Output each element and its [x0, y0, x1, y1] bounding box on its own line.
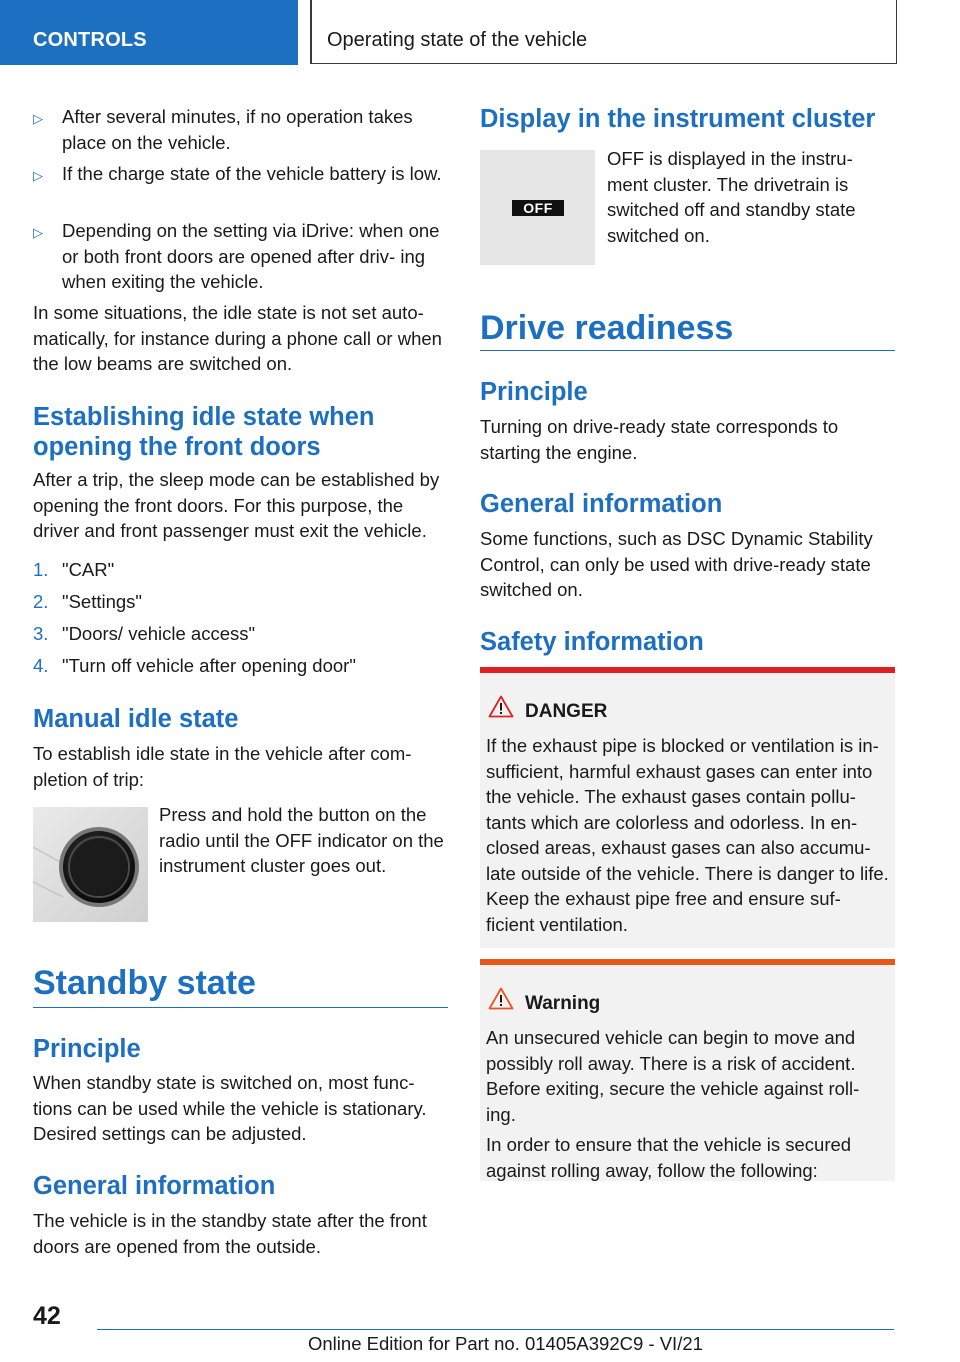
- section-label: CONTROLS: [33, 29, 147, 51]
- warning-title: Warning: [525, 993, 601, 1014]
- paragraph: To establish idle state in the vehicle after com‐ pletion of trip:: [33, 743, 412, 790]
- radio-button-image: [33, 807, 148, 922]
- section-heading: Manual idle state: [33, 705, 239, 733]
- paragraph: The vehicle is in the standby state after the front doors are opened from the outside.: [33, 1210, 427, 1257]
- chapter-heading: Standby state: [33, 964, 256, 1002]
- section-heading: Establishing idle state when opening the front doors: [33, 403, 375, 461]
- paragraph: When standby state is switched on, most func‐ tions can be used while the vehicle is stationary. Desired settings can be adjusted.: [33, 1072, 427, 1144]
- section-heading: General information: [33, 1172, 276, 1200]
- warning-box: [480, 959, 895, 1181]
- edition-text: Online Edition for Part no. 01405A392C9 - VI/21: [308, 1333, 703, 1354]
- paragraph: OFF is displayed in the instru‐ ment cluster. The drivetrain is switched off and standby state switched on.: [607, 148, 856, 246]
- heading-rule: [33, 1007, 448, 1008]
- paragraph: Some functions, such as DSC Dynamic Stability Control, can only be used with drive-ready state switched on.: [480, 528, 873, 600]
- section-heading: Safety information: [480, 628, 704, 656]
- paragraph: Turning on drive-ready state corresponds to starting the engine.: [480, 416, 839, 463]
- triangle-bullet-icon: ▷: [33, 225, 43, 240]
- paragraph: Press and hold the button on the radio until the OFF indicator on the instrument cluster goes out.: [159, 804, 444, 876]
- heading-rule: [480, 350, 895, 351]
- instrument-cluster-image: [480, 150, 595, 265]
- section-heading: Principle: [480, 378, 588, 406]
- page-title-box: [310, 0, 897, 64]
- page-number: 42: [33, 1302, 61, 1330]
- chapter-heading: Drive readiness: [480, 309, 734, 347]
- paragraph: After a trip, the sleep mode can be established by opening the front doors. For this purpose, the driver and front passenger must exit the vehicle.: [33, 469, 440, 541]
- footer-rule: [97, 1329, 894, 1330]
- off-indicator: OFF: [512, 200, 564, 216]
- warning-triangle-icon: [488, 987, 514, 1010]
- section-heading: Display in the instrument cluster: [480, 105, 876, 133]
- warning-text: In order to ensure that the vehicle is secured against rolling away, follow the following:: [486, 1134, 852, 1181]
- danger-title: DANGER: [525, 701, 608, 722]
- page-title: Operating state of the vehicle: [327, 29, 588, 51]
- warning-triangle-icon: [488, 695, 514, 718]
- danger-box: [480, 667, 895, 948]
- section-heading: Principle: [33, 1035, 141, 1063]
- triangle-bullet-icon: ▷: [33, 111, 43, 126]
- warning-text: An unsecured vehicle can begin to move and possibly roll away. There is a risk of accident. Before exiting, secure the vehicle against roll‐ ing.: [486, 1027, 860, 1125]
- danger-text: If the exhaust pipe is blocked or ventilation is in‐ sufficient, harmful exhaust gases can enter into the vehicle. The exhaust gases contain pollu‐ tants which are colorless and odorless. In en‐ closed areas, exhaust gases can also accumu‐ late outside of the vehicle. There is danger to life. Keep the exhaust pipe free and ensure suf‐ ficient ventilation.: [486, 735, 889, 935]
- paragraph: In some situations, the idle state is not set auto‐ matically, for instance during a phone call or when the low beams are switched on.: [33, 302, 442, 374]
- section-tab: [0, 0, 298, 65]
- section-heading: General information: [480, 490, 723, 518]
- triangle-bullet-icon: ▷: [33, 168, 43, 183]
